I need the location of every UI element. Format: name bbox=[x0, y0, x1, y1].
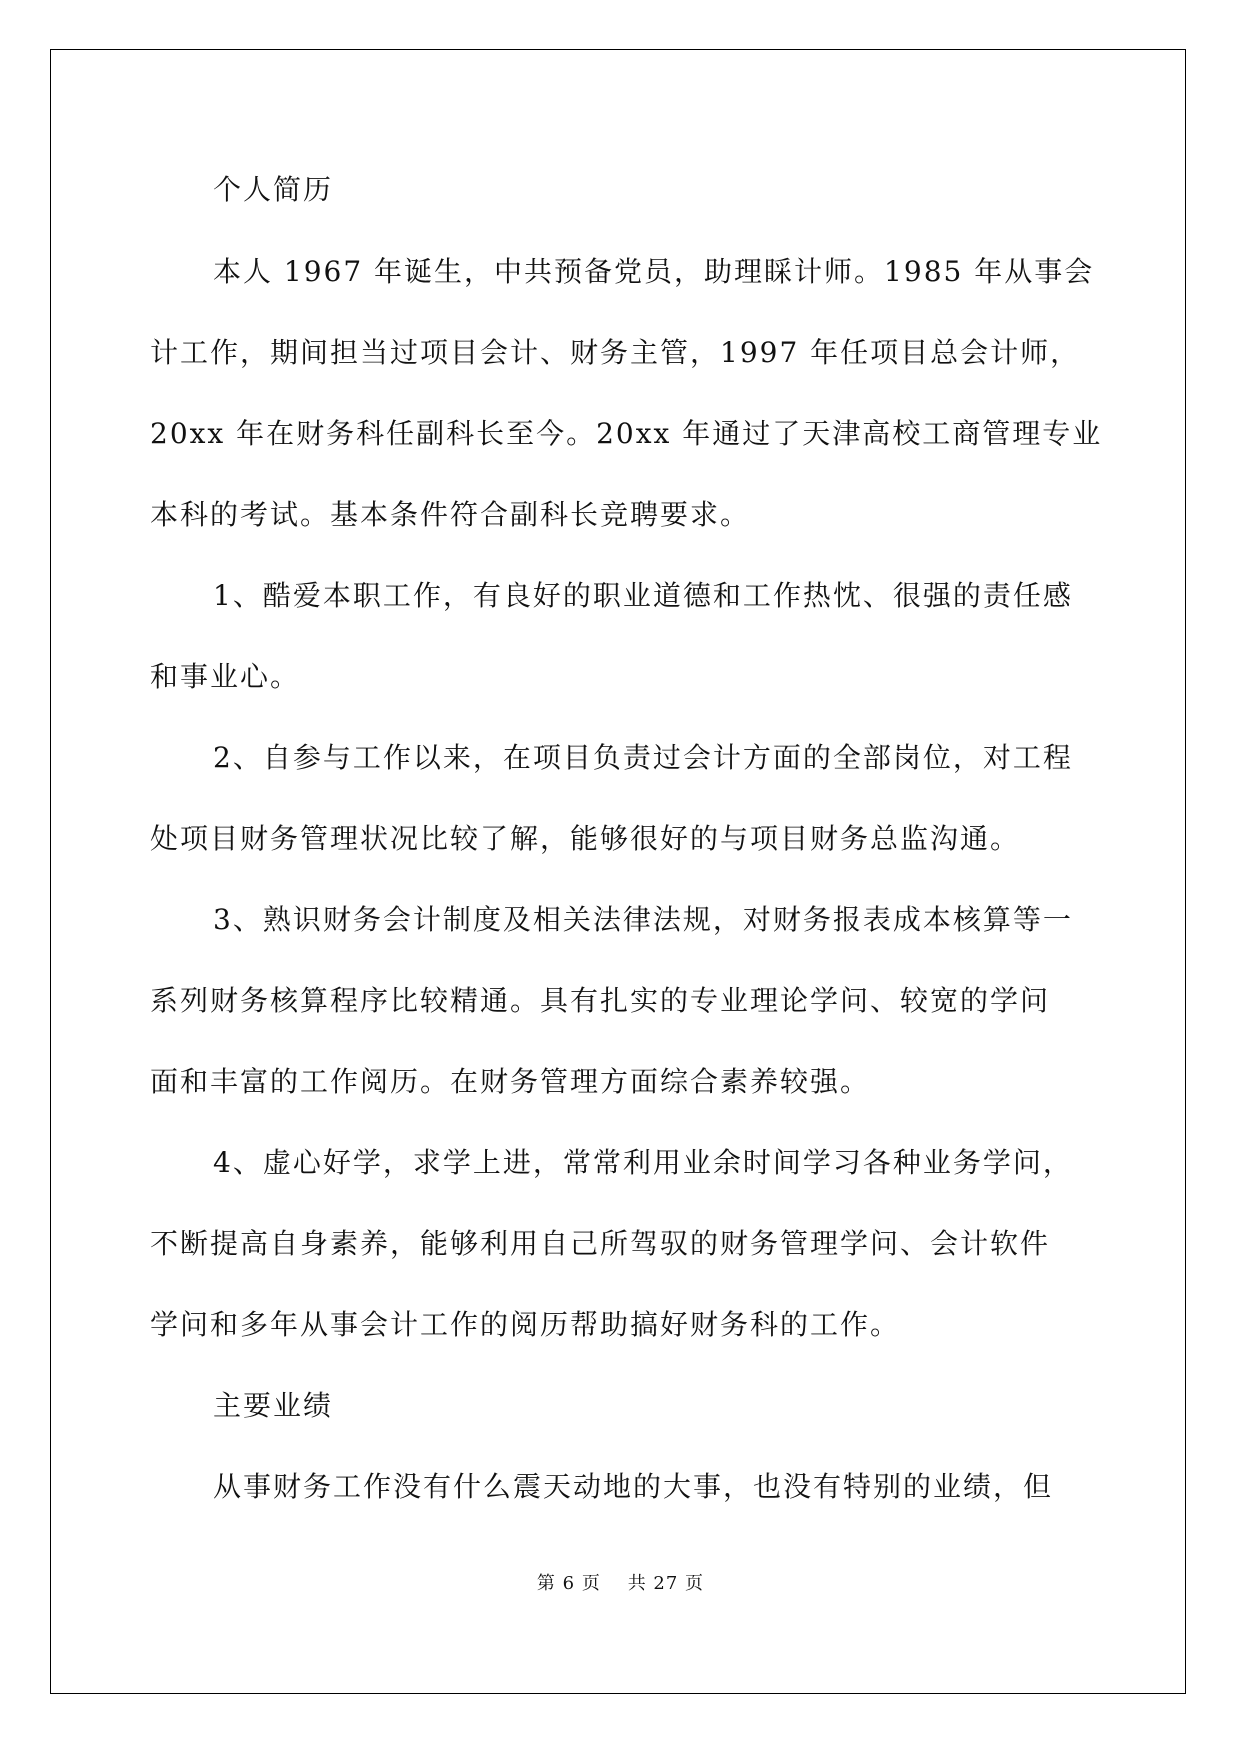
heading-resume: 个人简历 bbox=[213, 173, 334, 206]
paragraph-line: 学问和多年从事会计工作的阅历帮助搞好财务科的工作。 bbox=[150, 1308, 901, 1341]
paragraph-line: 2、自参与工作以来，在项目负责过会计方面的全部岗位，对工程 bbox=[213, 741, 1073, 774]
paragraph-line: 不断提高自身素养，能够利用自己所驾驭的财务管理学问、会计软件 bbox=[150, 1227, 1051, 1260]
heading-achievements: 主要业绩 bbox=[213, 1389, 334, 1422]
page-number bbox=[0, 1572, 1241, 1596]
paragraph-line: 处项目财务管理状况比较了解，能够很好的与项目财务总监沟通。 bbox=[150, 822, 1021, 855]
paragraph-line: 从事财务工作没有什么震天动地的大事，也没有特别的业绩，但 bbox=[213, 1470, 1054, 1503]
page-number-label: 第 6 页 共 27 页 bbox=[536, 1573, 705, 1594]
paragraph-line: 本科的考试。基本条件符合副科长竞聘要求。 bbox=[150, 498, 751, 531]
paragraph-line: 4、虚心好学，求学上进，常常利用业余时间学习各种业务学问， bbox=[213, 1146, 1073, 1179]
paragraph-line: 系列财务核算程序比较精通。具有扎实的专业理论学问、较宽的学问 bbox=[150, 984, 1051, 1017]
paragraph-line: 1、酷爱本职工作，有良好的职业道德和工作热忱、很强的责任感 bbox=[213, 579, 1073, 612]
paragraph-line: 面和丰富的工作阅历。在财务管理方面综合素养较强。 bbox=[150, 1065, 871, 1098]
page-border bbox=[50, 49, 1186, 1694]
paragraph-line: 20xx 年在财务科任副科长至今。20xx 年通过了天津高校工商管理专业 bbox=[150, 417, 1103, 450]
paragraph-line: 和事业心。 bbox=[150, 660, 301, 693]
paragraph-line: 计工作，期间担当过项目会计、财务主管，1997 年任项目总会计师， bbox=[150, 336, 1081, 369]
paragraph-line: 3、熟识财务会计制度及相关法律法规，对财务报表成本核算等一 bbox=[213, 903, 1073, 936]
paragraph-line: 本人 1967 年诞生，中共预备党员，助理睬计师。1985 年从事会 bbox=[213, 255, 1095, 288]
